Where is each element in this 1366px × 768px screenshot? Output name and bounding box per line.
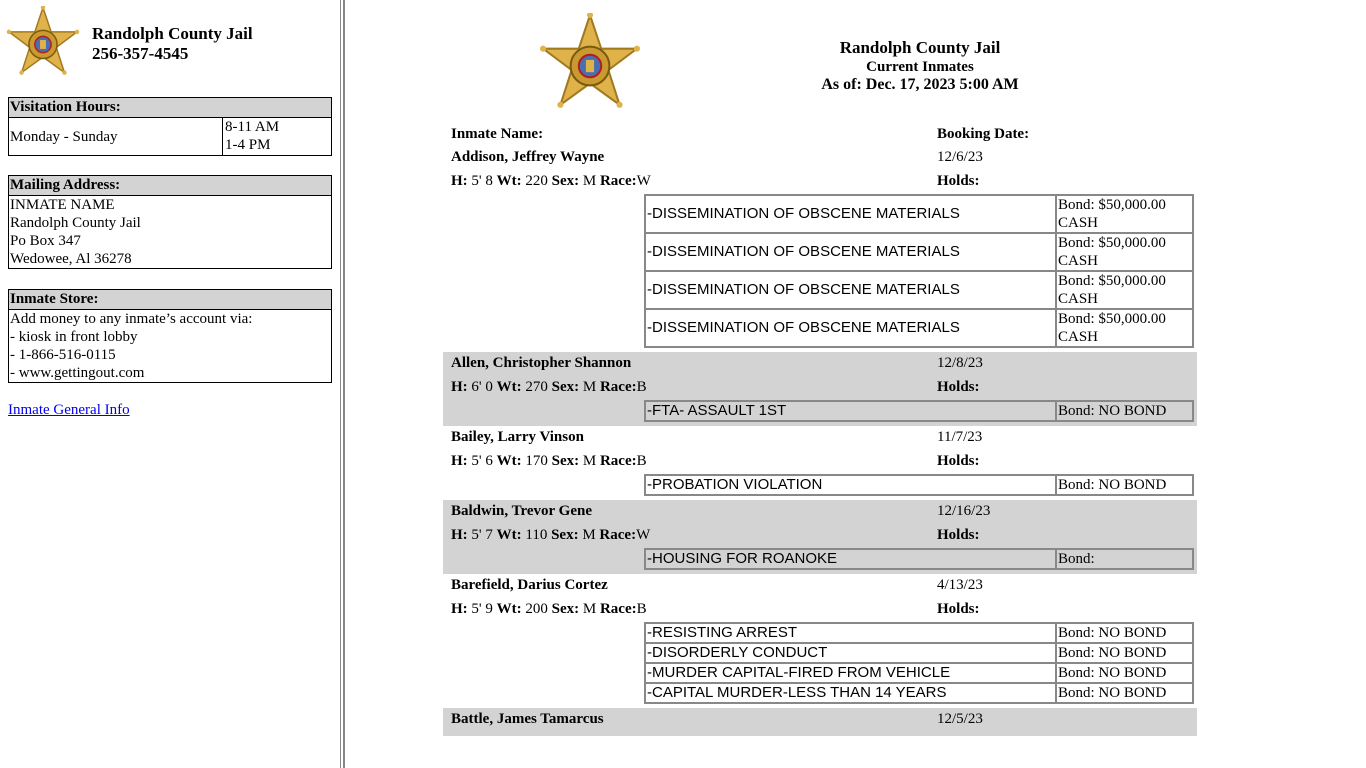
inmate-weight: 170: [525, 453, 548, 469]
inmate-height: 5' 6: [471, 453, 493, 469]
booking-date: 12/8/23: [937, 355, 983, 371]
visitation-days: Monday - Sunday: [9, 118, 223, 155]
inmate-race: W: [636, 527, 651, 543]
bond-type: CASH: [1058, 253, 1099, 269]
charge-row: [645, 233, 1193, 271]
inmate-roster: [443, 124, 1197, 736]
bond-cell: [1056, 643, 1193, 663]
mailing-line: Po Box 347: [10, 233, 81, 249]
label-race: Race:: [599, 527, 637, 543]
sheriff-badge-icon: [6, 6, 80, 80]
charge-description: -MURDER CAPITAL-FIRED FROM VEHICLE: [645, 663, 1056, 683]
bond-amount: Bond: NO BOND: [1058, 665, 1167, 681]
inmate-name: Bailey, Larry Vinson: [451, 429, 584, 445]
bond-type: CASH: [1058, 215, 1099, 231]
label-race: Race:: [599, 453, 637, 469]
inmate-name: Battle, James Tamarcus: [451, 711, 604, 727]
inmate-entry: [443, 146, 1197, 352]
charge-description: -RESISTING ARREST: [645, 623, 1056, 643]
label-race: Race:: [599, 379, 637, 395]
charges-table: [644, 400, 1194, 422]
booking-date: 12/6/23: [937, 149, 983, 165]
inmate-description: [451, 173, 651, 190]
visitation-heading: Visitation Hours:: [9, 98, 331, 118]
as-of-timestamp: As of: Dec. 17, 2023 5:00 AM: [821, 76, 1019, 93]
inmate-description: [451, 527, 650, 544]
charges-table: [644, 622, 1194, 704]
inmate-description: [451, 379, 647, 396]
store-line: Add money to any inmate’s account via:: [10, 311, 253, 327]
store-line: - 1-866-516-0115: [10, 347, 116, 363]
label-height: H:: [451, 173, 468, 189]
inmate-name: Barefield, Darius Cortez: [451, 577, 608, 593]
inmate-weight: 110: [525, 527, 548, 543]
bond-amount: Bond: NO BOND: [1058, 645, 1167, 661]
inmate-sex: M: [582, 379, 597, 395]
store-heading: Inmate Store:: [9, 290, 331, 310]
inmate-race: B: [636, 453, 647, 469]
label-weight: Wt:: [496, 527, 522, 543]
inmate-entry: [443, 574, 1197, 708]
charge-row: [645, 549, 1193, 569]
page-title: Randolph County Jail: [839, 38, 1001, 57]
charge-row: [645, 475, 1193, 495]
inmate-sex: M: [582, 173, 597, 189]
inmate-weight: 200: [525, 601, 548, 617]
jail-contact: [92, 24, 253, 64]
inmate-height: 5' 8: [471, 173, 493, 189]
charge-description: -DISSEMINATION OF OBSCENE MATERIALS: [645, 195, 1056, 233]
mailing-address-box: [8, 175, 332, 269]
inmate-height: 5' 7: [471, 527, 493, 543]
bond-cell: [1056, 549, 1193, 569]
bond-cell: [1056, 309, 1193, 347]
bond-type: CASH: [1058, 329, 1099, 345]
inmate-race: B: [636, 601, 647, 617]
inmate-race: B: [636, 379, 647, 395]
charge-description: -FTA- ASSAULT 1ST: [645, 401, 1056, 421]
booking-date: 11/7/23: [937, 429, 983, 445]
charge-description: -DISSEMINATION OF OBSCENE MATERIALS: [645, 233, 1056, 271]
visitation-time-2: 1-4 PM: [225, 137, 271, 153]
store-line: - kiosk in front lobby: [10, 329, 138, 345]
inmate-store-box: [8, 289, 332, 383]
charges-table: [644, 194, 1194, 348]
mailing-line: Wedowee, Al 36278: [10, 251, 132, 267]
label-weight: Wt:: [496, 453, 522, 469]
inmate-sex: M: [582, 453, 597, 469]
bond-type: CASH: [1058, 291, 1099, 307]
bond-cell: [1056, 271, 1193, 309]
inmate-general-info-link[interactable]: Inmate General Info: [8, 402, 130, 418]
label-height: H:: [451, 379, 468, 395]
sidebar: [0, 0, 340, 768]
bond-cell: [1056, 401, 1193, 421]
charge-row: [645, 623, 1193, 643]
bond-amount: Bond:: [1058, 551, 1095, 567]
mailing-line: INMATE NAME: [10, 197, 115, 213]
holds-label: Holds:: [937, 453, 980, 469]
charges-table: [644, 474, 1194, 496]
inmate-name: Baldwin, Trevor Gene: [451, 503, 592, 519]
bond-cell: [1056, 623, 1193, 643]
inmate-name: Allen, Christopher Shannon: [451, 355, 632, 371]
label-sex: Sex:: [551, 601, 580, 617]
charge-description: -DISSEMINATION OF OBSCENE MATERIALS: [645, 271, 1056, 309]
bond-cell: [1056, 663, 1193, 683]
label-height: H:: [451, 601, 468, 617]
label-sex: Sex:: [551, 379, 580, 395]
inmate-entry: [443, 708, 1197, 736]
store-line: - www.gettingout.com: [10, 365, 145, 381]
charge-row: [645, 195, 1193, 233]
page-header: [720, 38, 1120, 94]
inmate-description: [451, 453, 647, 470]
roster-column-headers: [443, 124, 1197, 146]
label-height: H:: [451, 453, 468, 469]
inmate-height: 5' 9: [471, 601, 493, 617]
col-booking-date: Booking Date:: [937, 126, 1030, 142]
inmate-description: [451, 601, 647, 618]
charge-description: -HOUSING FOR ROANOKE: [645, 549, 1056, 569]
inmate-height: 6' 0: [471, 379, 493, 395]
bond-cell: [1056, 233, 1193, 271]
bond-amount: Bond: NO BOND: [1058, 403, 1167, 419]
bond-amount: Bond: $50,000.00: [1058, 197, 1166, 213]
inmate-entry: [443, 500, 1197, 574]
charge-row: [645, 309, 1193, 347]
label-weight: Wt:: [496, 601, 522, 617]
holds-label: Holds:: [937, 173, 980, 189]
charge-row: [645, 683, 1193, 703]
col-inmate-name: Inmate Name:: [451, 126, 544, 142]
label-height: H:: [451, 527, 468, 543]
inmate-entry: [443, 352, 1197, 426]
visitation-time-1: 8-11 AM: [225, 119, 280, 135]
bond-amount: Bond: NO BOND: [1058, 625, 1167, 641]
holds-label: Holds:: [937, 527, 980, 543]
bond-amount: Bond: NO BOND: [1058, 685, 1167, 701]
inmate-race: W: [636, 173, 651, 189]
label-race: Race:: [599, 173, 637, 189]
bond-cell: [1056, 195, 1193, 233]
bond-amount: Bond: $50,000.00: [1058, 273, 1166, 289]
charge-row: [645, 271, 1193, 309]
charge-row: [645, 663, 1193, 683]
jail-name: Randolph County Jail: [92, 24, 253, 43]
charges-table: [644, 548, 1194, 570]
inmate-sex: M: [582, 527, 596, 543]
jail-phone: 256-357-4545: [92, 44, 189, 63]
inmate-list: [443, 146, 1197, 736]
charge-description: -DISSEMINATION OF OBSCENE MATERIALS: [645, 309, 1056, 347]
bond-amount: Bond: NO BOND: [1058, 477, 1167, 493]
charge-description: -PROBATION VIOLATION: [645, 475, 1056, 495]
page-subtitle: Current Inmates: [866, 59, 974, 75]
bond-cell: [1056, 475, 1193, 495]
inmate-weight: 270: [525, 379, 548, 395]
charge-row: [645, 401, 1193, 421]
mailing-heading: Mailing Address:: [9, 176, 331, 196]
inmate-entry: [443, 426, 1197, 500]
inmate-name: Addison, Jeffrey Wayne: [451, 149, 605, 165]
label-weight: Wt:: [496, 173, 522, 189]
charge-description: -DISORDERLY CONDUCT: [645, 643, 1056, 663]
holds-label: Holds:: [937, 601, 980, 617]
sheriff-badge-icon: [539, 13, 641, 115]
label-weight: Wt:: [496, 379, 522, 395]
mailing-line: Randolph County Jail: [10, 215, 141, 231]
label-sex: Sex:: [551, 173, 580, 189]
label-race: Race:: [599, 601, 637, 617]
bond-amount: Bond: $50,000.00: [1058, 235, 1166, 251]
label-sex: Sex:: [551, 527, 579, 543]
booking-date: 4/13/23: [937, 577, 983, 593]
bond-amount: Bond: $50,000.00: [1058, 311, 1166, 327]
charge-row: [645, 643, 1193, 663]
frame-divider[interactable]: [340, 0, 345, 768]
visitation-hours-box: [8, 97, 332, 156]
bond-cell: [1056, 683, 1193, 703]
inmate-weight: 220: [525, 173, 548, 189]
booking-date: 12/16/23: [937, 503, 991, 519]
label-sex: Sex:: [551, 453, 580, 469]
holds-label: Holds:: [937, 379, 980, 395]
inmate-sex: M: [582, 601, 597, 617]
booking-date: 12/5/23: [937, 711, 983, 727]
charge-description: -CAPITAL MURDER-LESS THAN 14 YEARS: [645, 683, 1056, 703]
